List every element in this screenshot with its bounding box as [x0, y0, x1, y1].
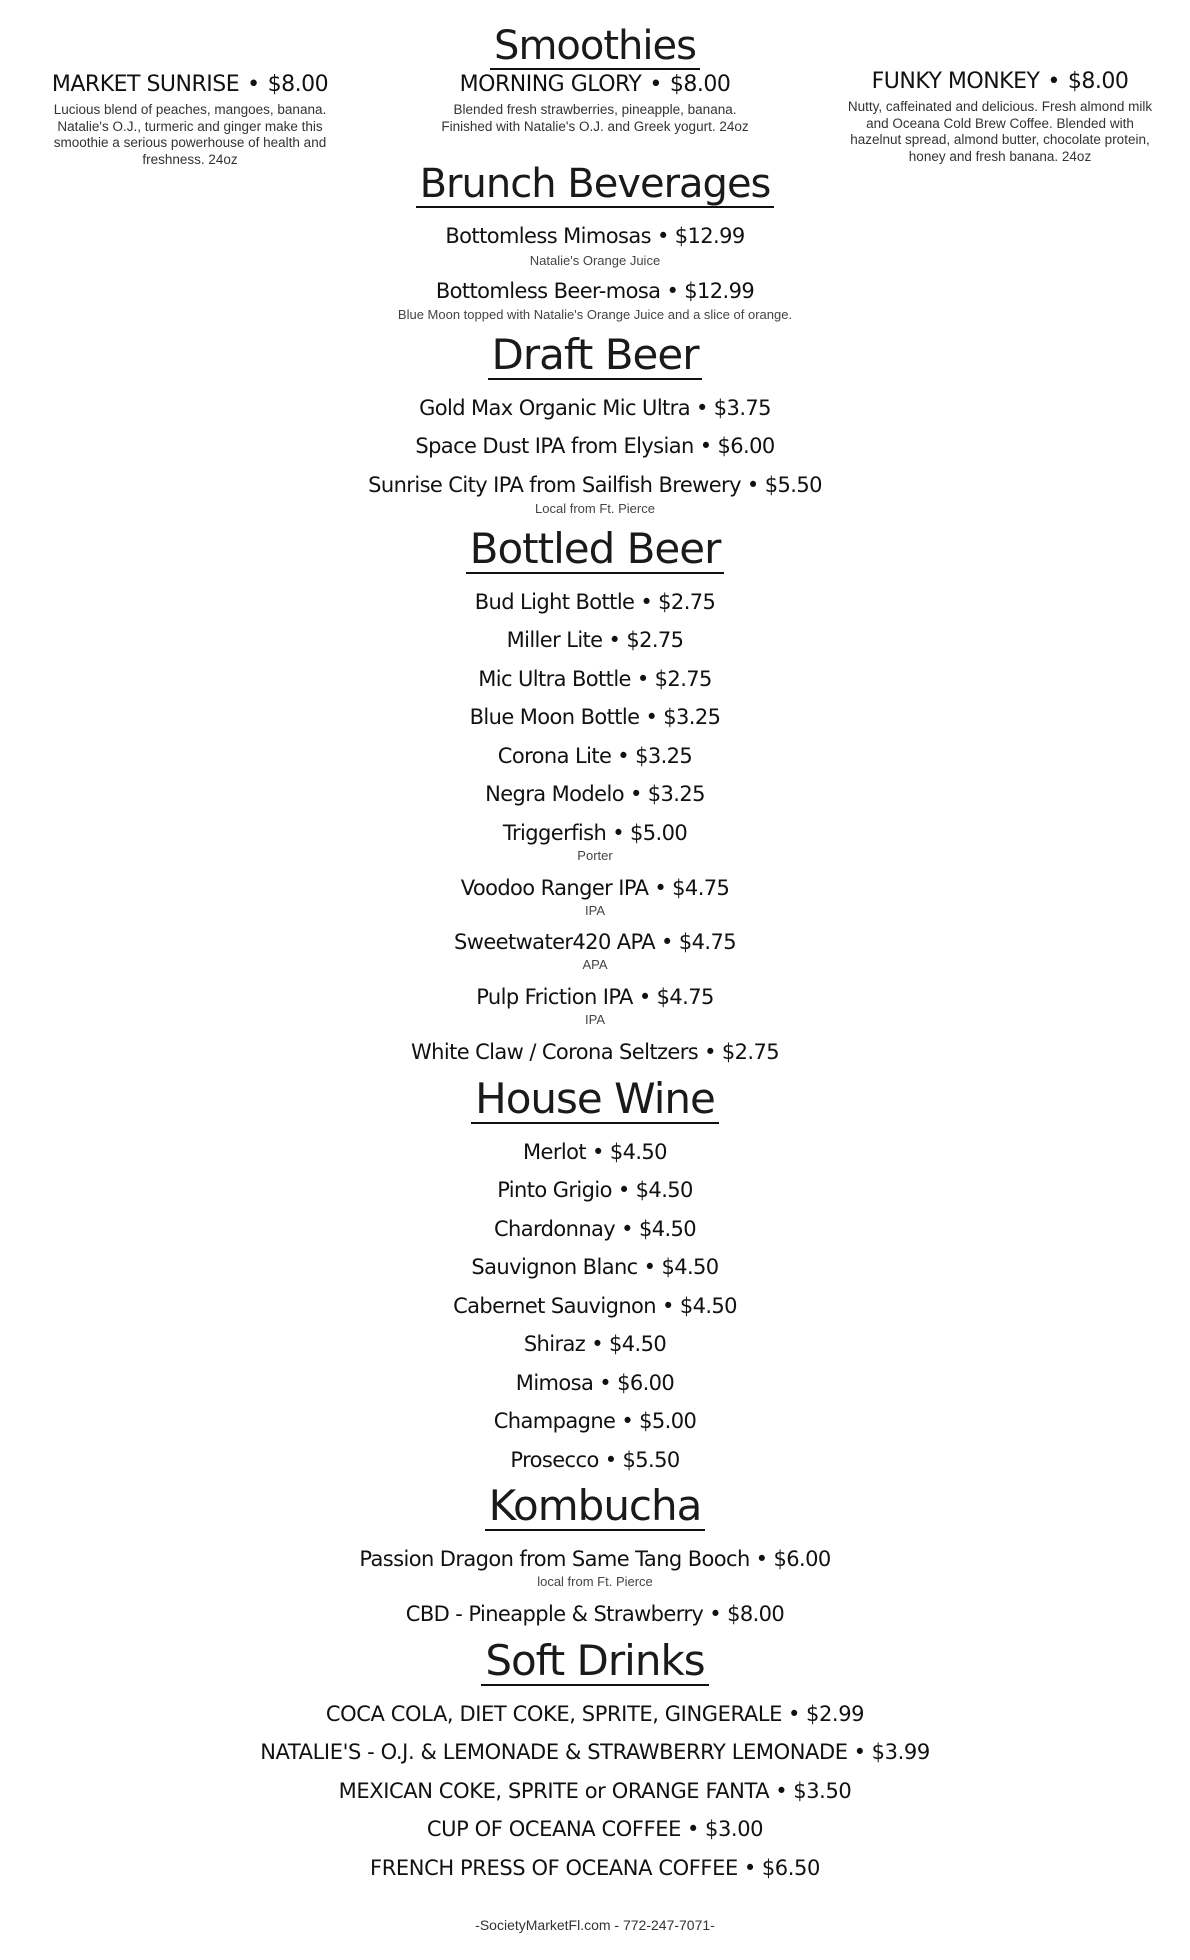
- heading-soft-drinks: Soft Drinks: [0, 1640, 1190, 1686]
- smoothie-funky-monkey: [830, 69, 1170, 165]
- smoothie-description: Blended fresh strawberries, pineapple, banana. Finished with Natalie's O.J. and Greek yogurt. 24oz: [441, 102, 749, 134]
- item-note: local from Ft. Pierce: [537, 1574, 653, 1589]
- menu-item: Passion Dragon from Same Tang Booch • $6.00: [359, 1547, 831, 1571]
- smoothie-description: Nutty, caffeinated and delicious. Fresh almond milk and Oceana Cold Brew Coffee. Blended with hazelnut spread, almond butter, chocolate protein, honey and fresh banana. 24oz: [847, 99, 1153, 164]
- menu-item: FRENCH PRESS OF OCEANA COFFEE • $6.50: [370, 1856, 820, 1880]
- menu-item: Miller Lite • $2.75: [506, 628, 684, 652]
- heading-smoothies: Smoothies: [0, 26, 1190, 70]
- menu-item: Pinto Grigio • $4.50: [497, 1178, 693, 1202]
- menu-item: Cabernet Sauvignon • $4.50: [453, 1294, 737, 1318]
- menu-item: Sunrise City IPA from Sailfish Brewery • $5.50: [368, 473, 822, 497]
- menu-item: White Claw / Corona Seltzers • $2.75: [410, 1040, 780, 1064]
- heading-kombucha: Kombucha: [0, 1485, 1190, 1531]
- smoothie-description: Lucious blend of peaches, mangoes, banana. Natalie's O.J., turmeric and ginger make this smoothie a serious powerhouse of health and freshness. 24oz: [53, 102, 327, 167]
- smoothie-name: MORNING GLORY • $8.00: [459, 72, 731, 97]
- item-note: IPA: [585, 1012, 605, 1027]
- menu-item: Blue Moon Bottle • $3.25: [469, 705, 721, 729]
- footer-contact: -SocietyMarketFl.com - 772-247-7071-: [475, 1917, 715, 1933]
- menu-item: CUP OF OCEANA COFFEE • $3.00: [426, 1817, 764, 1841]
- menu-item: Bottomless Mimosas • $12.99: [445, 224, 745, 248]
- menu-item: Sweetwater420 APA • $4.75: [454, 930, 736, 954]
- item-note: APA: [582, 957, 608, 972]
- menu-item: Bud Light Bottle • $2.75: [474, 590, 716, 614]
- menu-item: Merlot • $4.50: [523, 1140, 667, 1164]
- menu-item: Mic Ultra Bottle • $2.75: [478, 667, 712, 691]
- item-note: IPA: [585, 903, 605, 918]
- menu-item: Space Dust IPA from Elysian • $6.00: [415, 434, 775, 458]
- heading-brunch-beverages: Brunch Beverages: [0, 164, 1190, 208]
- heading-house-wine: House Wine: [0, 1078, 1190, 1124]
- menu-item: Shiraz • $4.50: [523, 1332, 667, 1356]
- menu-item: Voodoo Ranger IPA • $4.75: [460, 876, 730, 900]
- item-note: Natalie's Orange Juice: [529, 253, 661, 268]
- menu-item: Prosecco • $5.50: [510, 1448, 680, 1472]
- menu-item: Gold Max Organic Mic Ultra • $3.75: [419, 396, 771, 420]
- smoothie-morning-glory: [415, 72, 775, 135]
- heading-draft-beer: Draft Beer: [0, 334, 1190, 380]
- smoothie-name: FUNKY MONKEY • $8.00: [871, 69, 1129, 94]
- menu-item: Negra Modelo • $3.25: [485, 782, 705, 806]
- menu-item: COCA COLA, DIET COKE, SPRITE, GINGERALE • $2.99: [325, 1702, 865, 1726]
- smoothie-market-sunrise: [30, 72, 350, 168]
- menu-item: Bottomless Beer-mosa • $12.99: [435, 279, 755, 303]
- menu-item: NATALIE'S - O.J. & LEMONADE & STRAWBERRY LEMONADE • $3.99: [260, 1740, 930, 1764]
- item-note: Local from Ft. Pierce: [535, 501, 655, 516]
- menu-item: Pulp Friction IPA • $4.75: [476, 985, 714, 1009]
- menu-item: Corona Lite • $3.25: [497, 744, 693, 768]
- menu-item: Champagne • $5.00: [493, 1409, 697, 1433]
- menu-item: Triggerfish • $5.00: [502, 821, 688, 845]
- item-note: Blue Moon topped with Natalie's Orange Juice and a slice of orange.: [397, 307, 793, 322]
- menu-item: Chardonnay • $4.50: [493, 1217, 697, 1241]
- heading-bottled-beer: Bottled Beer: [0, 528, 1190, 574]
- item-note: Porter: [577, 848, 613, 863]
- menu-item: MEXICAN COKE, SPRITE or ORANGE FANTA • $3.50: [338, 1779, 852, 1803]
- menu-item: Mimosa • $6.00: [515, 1371, 675, 1395]
- menu-item: Sauvignon Blanc • $4.50: [471, 1255, 719, 1279]
- smoothie-name: MARKET SUNRISE • $8.00: [51, 72, 329, 97]
- menu-item: CBD - Pineapple & Strawberry • $8.00: [405, 1602, 785, 1626]
